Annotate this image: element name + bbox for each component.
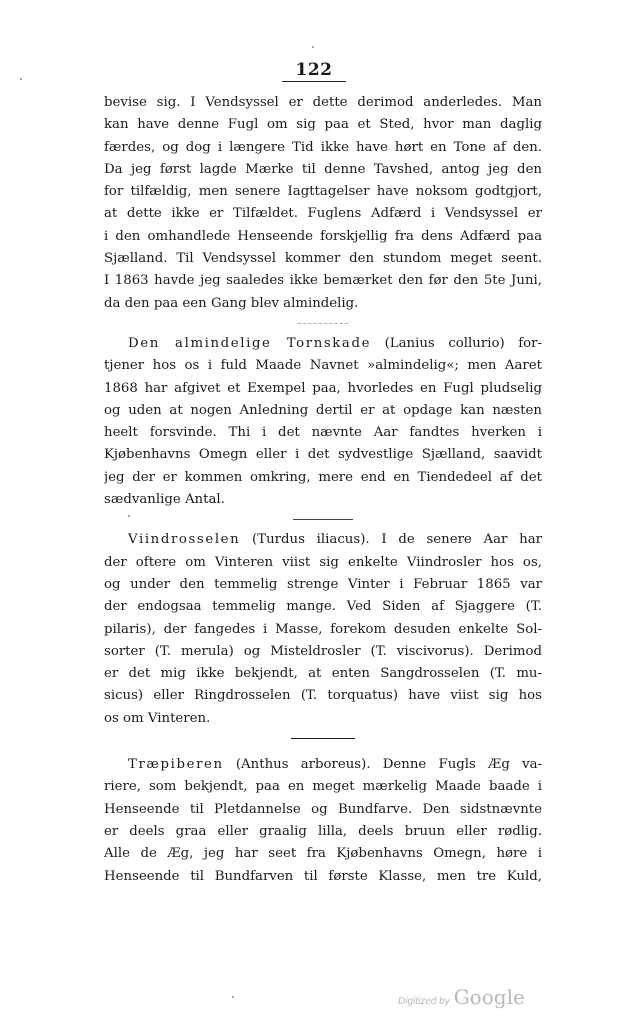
text-line: bevise sig. I Vendsyssel er dette derimod anderledes. Man bbox=[104, 95, 542, 110]
text-line: Henseende til Bundfarven til første Klasse, men tre Kuld, bbox=[104, 868, 542, 884]
print-speck bbox=[128, 515, 130, 517]
google-logo: Google bbox=[453, 985, 525, 1009]
text-line: der oftere om Vinteren viist sig enkelte Viindrosler hos os, bbox=[104, 554, 542, 570]
text-line: tjener hos os i fuld Maade Navnet »almindelig«; men Aaret bbox=[104, 358, 542, 374]
text-line: Alle de Æg, jeg har seet fra Kjøbenhavns Omegn, høre i bbox=[104, 846, 542, 862]
text-line: er det mig ikke bekjendt, at enten Sangdrosselen (T. mu- bbox=[104, 666, 542, 682]
paragraph-viindrossel bbox=[104, 529, 542, 730]
watermark-prefix: Digitized by bbox=[398, 996, 450, 1007]
text-line-first bbox=[104, 529, 542, 551]
text-line: og under den temmelig strenge Vinter i Februar 1865 var bbox=[104, 576, 542, 592]
text-line: pilaris), der fangedes i Masse, forekom desuden enkelte Sol- bbox=[104, 621, 542, 637]
text-line: jeg der er kommen omkring, mere end en Tiendedeel af det bbox=[104, 469, 542, 485]
section-divider bbox=[104, 315, 542, 333]
print-speck bbox=[20, 78, 22, 80]
text-line: I 1863 havde jeg saaledes ikke bemærket den før den 5te Juni, bbox=[104, 273, 542, 289]
text-line-first bbox=[104, 333, 542, 355]
text-line: Da jeg først lagde Mærke til denne Tavshed, antog jeg den bbox=[104, 161, 542, 177]
text-line: færdes, og dog i længere Tid ikke have hørt en Tone af den. bbox=[104, 139, 542, 155]
text-line: sædvanlige Antal. bbox=[104, 492, 225, 508]
text-line: da den paa een Gang blev almindelig. bbox=[104, 295, 359, 311]
print-speck bbox=[312, 46, 314, 48]
text-line: kan have denne Fugl om sig paa et Sted, hvor man daglig bbox=[104, 117, 542, 133]
text-line: Kjøbenhavns Omegn eller i det sydvestlige Sjælland, saavidt bbox=[104, 447, 542, 463]
divider-rule bbox=[291, 738, 355, 739]
text-line: Henseende til Pletdannelse og Bundfarve. Den sidstnævnte bbox=[104, 801, 542, 817]
text-line: os om Vinteren. bbox=[104, 710, 211, 726]
text-line-first bbox=[104, 754, 542, 776]
text-line: Sjælland. Til Vendsyssel kommer den stundom meget seent. bbox=[104, 251, 542, 267]
page-number: 122 bbox=[282, 60, 346, 82]
divider-rule bbox=[293, 519, 353, 520]
print-speck bbox=[232, 996, 234, 998]
text-line: 1868 har afgivet et Exempel paa, hvorledes en Fugl pludselig bbox=[104, 380, 542, 396]
text-line: der endogsaa temmelig mange. Ved Siden af Sjaggere (T. bbox=[104, 599, 542, 615]
text-fragment: (Anthus arboreus). Denne Fugls Æg va- bbox=[223, 757, 542, 773]
text-line: sicus) eller Ringdrosselen (T. torquatus) have viist sig hos bbox=[104, 688, 542, 704]
text-line: for tilfældig, men senere Iagttagelser have noksom godtgjort, bbox=[104, 184, 542, 200]
paragraph-continuation bbox=[104, 92, 542, 315]
google-watermark bbox=[398, 985, 525, 1009]
divider-rule bbox=[298, 323, 348, 324]
text-fragment: (Turdus iliacus). I de senere Aar har bbox=[240, 532, 542, 548]
species-lead: Den almindelige Tornskade bbox=[128, 335, 372, 351]
text-line: i den omhandlede Henseende forskjellig fra dens Adfærd paa bbox=[104, 228, 542, 244]
section-divider bbox=[104, 511, 542, 529]
species-lead: Træpiberen bbox=[128, 757, 224, 773]
text-line: og uden at nogen Anledning dertil er at opdage kan næsten bbox=[104, 402, 542, 418]
text-line: heelt forsvinde. Thi i det nævnte Aar fandtes hverken i bbox=[104, 425, 542, 441]
section-divider bbox=[104, 730, 542, 754]
text-line: sorter (T. merula) og Misteldrosler (T. viscivorus). Derimod bbox=[104, 643, 542, 659]
text-line: at dette ikke er Tilfældet. Fuglens Adfærd i Vendsyssel er bbox=[104, 206, 542, 222]
paragraph-tornskade bbox=[104, 333, 542, 511]
text-line: er deels graa eller graalig lilla, deels bruun eller rødlig. bbox=[104, 823, 542, 839]
species-lead: Viindrosselen bbox=[128, 532, 241, 548]
text-fragment: (Lanius collurio) for- bbox=[371, 335, 542, 351]
body-text bbox=[104, 92, 542, 888]
paragraph-traepiber bbox=[104, 754, 542, 888]
text-line: riere, som bekjendt, paa en meget mærkelig Maade baade i bbox=[104, 779, 542, 795]
